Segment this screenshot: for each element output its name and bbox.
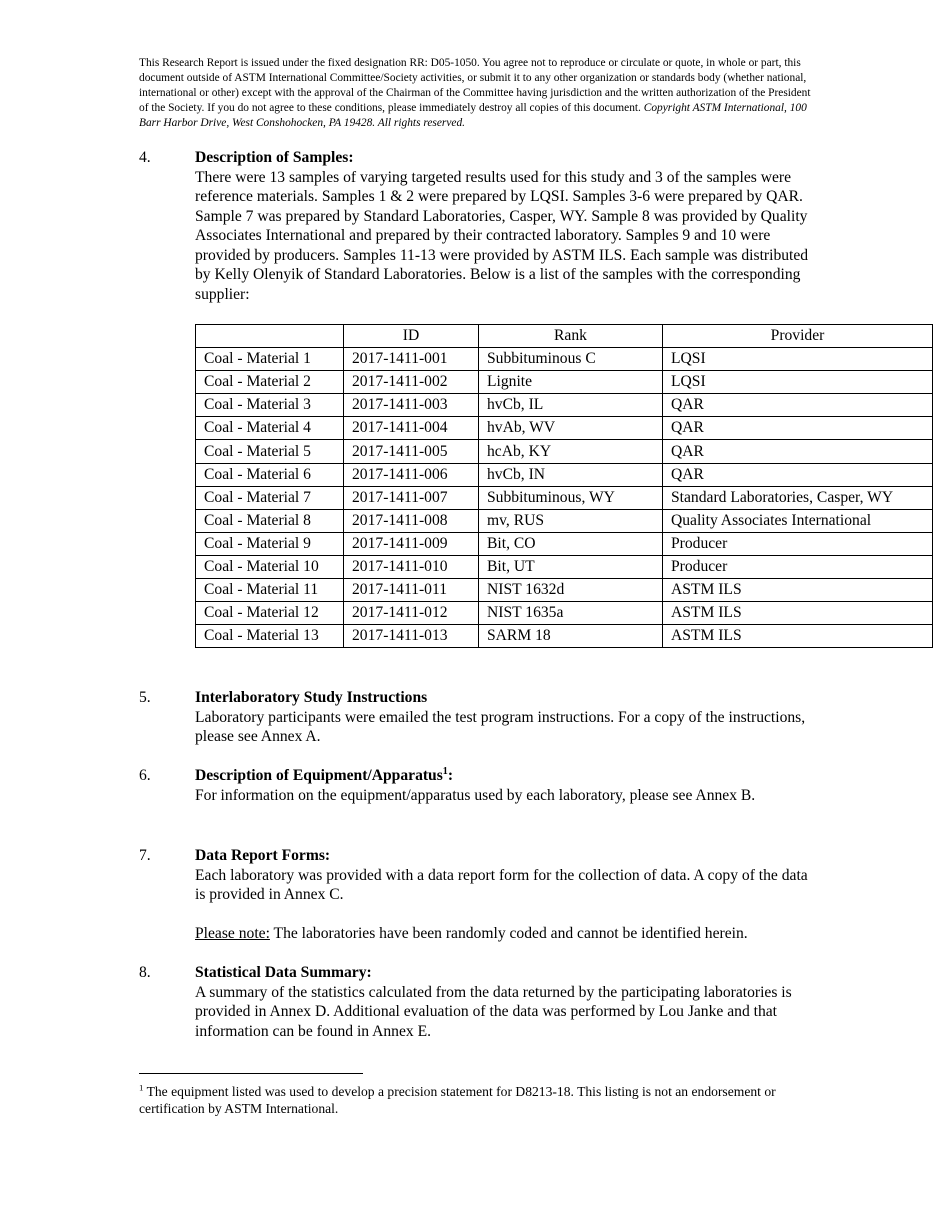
table-row bbox=[196, 463, 933, 486]
id-cell: 2017-1411-002 bbox=[344, 371, 479, 394]
section-6 bbox=[139, 766, 819, 805]
section-number: 7. bbox=[139, 847, 151, 864]
rank-cell: SARM 18 bbox=[479, 625, 663, 648]
footnote-marker: 1 bbox=[139, 1082, 144, 1093]
material-cell: Coal - Material 9 bbox=[196, 532, 344, 555]
table-row bbox=[196, 394, 933, 417]
section-text: Each laboratory was provided with a data report form for the collection of data. A copy of the data is provided in Annex C. bbox=[195, 866, 808, 903]
notice-text: This Research Report is issued under the fixed designation RR: D05-1050. You agree not to reproduce or circulate or quote, in whole or part, this document outside of ASTM International Committee/Society activities, or submit it to any other organization or standards body (whether national, international or other) except with the approval of the Chairman of the Committee having jurisdiction and the written authorization of the President of the Society. If you do not agree to these conditions, please immediately destroy all copies of this document. bbox=[139, 57, 811, 114]
material-cell: Coal - Material 12 bbox=[196, 602, 344, 625]
provider-cell: LQSI bbox=[663, 371, 933, 394]
rank-cell: hvCb, IN bbox=[479, 463, 663, 486]
rank-cell: Subbituminous, WY bbox=[479, 486, 663, 509]
id-cell: 2017-1411-009 bbox=[344, 532, 479, 555]
table-row bbox=[196, 440, 933, 463]
provider-cell: ASTM ILS bbox=[663, 602, 933, 625]
id-cell: 2017-1411-013 bbox=[344, 625, 479, 648]
material-cell: Coal - Material 10 bbox=[196, 555, 344, 578]
section-8 bbox=[139, 963, 819, 1041]
copyright-notice bbox=[139, 56, 819, 131]
section-heading: Data Report Forms: bbox=[195, 847, 331, 864]
rank-cell: hvCb, IL bbox=[479, 394, 663, 417]
material-cell: Coal - Material 5 bbox=[196, 440, 344, 463]
section-number: 5. bbox=[139, 689, 151, 706]
footnote-text: The equipment listed was used to develop a precision statement for D8213-18. This listing is not an endorsement or certification by ASTM International. bbox=[139, 1084, 776, 1116]
material-cell: Coal - Material 1 bbox=[196, 348, 344, 371]
id-cell: 2017-1411-003 bbox=[344, 394, 479, 417]
section-text: There were 13 samples of varying targeted results used for this study and 3 of the samples were reference materials. Samples 1 & 2 were prepared by LQSI. Samples 3-6 were prepared by QAR. Sample 7 was prepared by Standard Laboratories, Casper, WY. Sample 8 was provided by Quality Associates International and prepared by their contracted laboratory. Samples 9 and 10 were provided by producers. Samples 11-13 were provided by ASTM ILS. Each sample was distributed by Kelly Olenyik of Standard Laboratories. Below is a list of the samples with the corresponding supplier: bbox=[195, 168, 809, 303]
table-row bbox=[196, 417, 933, 440]
section-5 bbox=[139, 688, 819, 747]
id-cell: 2017-1411-006 bbox=[344, 463, 479, 486]
rank-cell: NIST 1635a bbox=[479, 602, 663, 625]
provider-cell: ASTM ILS bbox=[663, 625, 933, 648]
section-text: For information on the equipment/apparatus used by each laboratory, please see Annex B. bbox=[195, 786, 756, 804]
material-cell: Coal - Material 3 bbox=[196, 394, 344, 417]
rank-cell: Bit, CO bbox=[479, 532, 663, 555]
provider-cell: ASTM ILS bbox=[663, 579, 933, 602]
provider-cell: QAR bbox=[663, 394, 933, 417]
provider-cell: Quality Associates International bbox=[663, 509, 933, 532]
material-cell: Coal - Material 2 bbox=[196, 371, 344, 394]
table-row bbox=[196, 579, 933, 602]
table-header: Rank bbox=[479, 325, 663, 348]
section-4 bbox=[139, 148, 819, 304]
id-cell: 2017-1411-004 bbox=[344, 417, 479, 440]
section-7 bbox=[139, 846, 819, 944]
material-cell: Coal - Material 13 bbox=[196, 625, 344, 648]
rank-cell: NIST 1632d bbox=[479, 579, 663, 602]
provider-cell: QAR bbox=[663, 440, 933, 463]
id-cell: 2017-1411-012 bbox=[344, 602, 479, 625]
provider-cell: LQSI bbox=[663, 348, 933, 371]
section-number: 8. bbox=[139, 964, 151, 981]
rank-cell: Bit, UT bbox=[479, 555, 663, 578]
section-heading: Statistical Data Summary: bbox=[195, 964, 372, 981]
table-row bbox=[196, 509, 933, 532]
id-cell: 2017-1411-010 bbox=[344, 555, 479, 578]
table-row bbox=[196, 532, 933, 555]
section-heading bbox=[195, 766, 819, 786]
rank-cell: mv, RUS bbox=[479, 509, 663, 532]
id-cell: 2017-1411-011 bbox=[344, 579, 479, 602]
material-cell: Coal - Material 8 bbox=[196, 509, 344, 532]
rank-cell: Lignite bbox=[479, 371, 663, 394]
section-number: 4. bbox=[139, 149, 151, 166]
footnote-divider bbox=[139, 1073, 363, 1074]
table-header-row bbox=[196, 325, 933, 348]
note-text: The laboratories have been randomly coded and cannot be identified herein. bbox=[269, 925, 748, 942]
id-cell: 2017-1411-007 bbox=[344, 486, 479, 509]
material-cell: Coal - Material 7 bbox=[196, 486, 344, 509]
id-cell: 2017-1411-005 bbox=[344, 440, 479, 463]
note-label: Please note: bbox=[195, 925, 270, 942]
rank-cell: Subbituminous C bbox=[479, 348, 663, 371]
table-row bbox=[196, 602, 933, 625]
footnote-reference[interactable]: 1 bbox=[442, 765, 448, 777]
rank-cell: hvAb, WV bbox=[479, 417, 663, 440]
section-heading-text: Description of Equipment/Apparatus bbox=[195, 767, 443, 784]
material-cell: Coal - Material 4 bbox=[196, 417, 344, 440]
section-text: Laboratory participants were emailed the test program instructions. For a copy of the instructions, please see Annex A. bbox=[195, 708, 806, 745]
table-header: ID bbox=[344, 325, 479, 348]
provider-cell: QAR bbox=[663, 417, 933, 440]
provider-cell: QAR bbox=[663, 463, 933, 486]
section-text: A summary of the statistics calculated from the data returned by the participating laboratories is provided in Annex D. Additional evaluation of the data was performed by Lou Janke and that information can be found in Annex E. bbox=[195, 983, 792, 1040]
section-number: 6. bbox=[139, 767, 151, 784]
section-heading: Interlaboratory Study Instructions bbox=[195, 689, 428, 706]
table-row bbox=[196, 371, 933, 394]
material-cell: Coal - Material 11 bbox=[196, 579, 344, 602]
notice-copyright: Copyright ASTM International, 100 Barr Harbor Drive, West Conshohocken, PA 19428. All rights reserved. bbox=[139, 102, 807, 129]
table-row bbox=[196, 486, 933, 509]
provider-cell: Producer bbox=[663, 532, 933, 555]
section-note bbox=[195, 924, 819, 944]
id-cell: 2017-1411-008 bbox=[344, 509, 479, 532]
material-cell: Coal - Material 6 bbox=[196, 463, 344, 486]
table-row bbox=[196, 625, 933, 648]
table-body bbox=[196, 348, 933, 648]
provider-cell: Producer bbox=[663, 555, 933, 578]
rank-cell: hcAb, KY bbox=[479, 440, 663, 463]
table-row bbox=[196, 555, 933, 578]
section-heading: Description of Samples: bbox=[195, 149, 354, 166]
id-cell: 2017-1411-001 bbox=[344, 348, 479, 371]
heading-suffix: : bbox=[447, 767, 454, 784]
table-header: Provider bbox=[663, 325, 933, 348]
table-row bbox=[196, 348, 933, 371]
samples-table bbox=[195, 324, 933, 648]
footnote bbox=[139, 1083, 819, 1117]
provider-cell: Standard Laboratories, Casper, WY bbox=[663, 486, 933, 509]
table-header bbox=[196, 325, 344, 348]
